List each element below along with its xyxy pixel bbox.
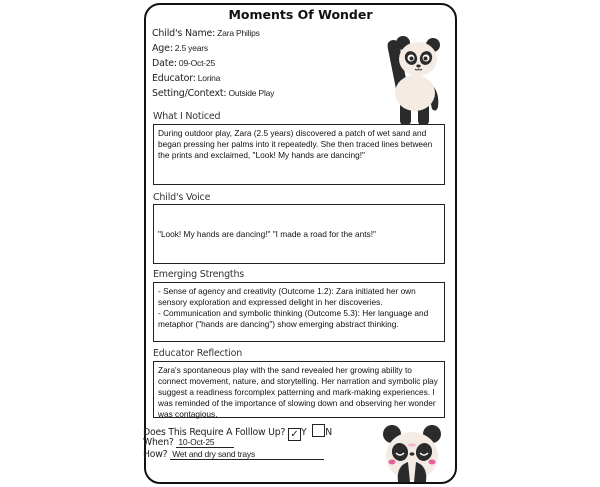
setting-field: Setting/Context: Outside Play [152, 88, 275, 99]
section-label-what-i-noticed: What I Noticed [153, 111, 221, 122]
educator-value: Lorina [197, 73, 221, 83]
waving-panda-icon [378, 31, 448, 125]
when-value[interactable]: 10-Oct-25 [176, 437, 234, 448]
childs-voice-box[interactable] [153, 204, 445, 264]
section-label-childs-voice: Child's Voice [153, 192, 211, 203]
section-label-educator-reflection: Educator Reflection [153, 348, 243, 359]
follow-up-no-checkbox[interactable] [312, 424, 325, 437]
educator-field: Educator: Lorina [152, 73, 221, 84]
how-row [143, 449, 324, 460]
follow-up-question: Does This Require A Folllow Up? [143, 427, 286, 438]
setting-value: Outside Play [228, 88, 275, 98]
date-value: 09-Oct-25 [178, 58, 215, 68]
what-i-noticed-box[interactable] [153, 124, 445, 185]
strength-item: - Sense of agency and creativity (Outcome 1.2): Zara initiated her own sensory exploration and expressed delight in her discoveries. [158, 286, 416, 307]
age-field: Age: 2.5 years [152, 43, 208, 54]
how-value[interactable]: Wet and dry sand trays [170, 449, 324, 460]
age-value: 2.5 years [174, 43, 208, 53]
educator-reflection-box[interactable] [153, 361, 445, 418]
follow-up-yes-checkbox[interactable]: ✓ [288, 428, 301, 441]
educator-reflection-text: Zara's spontaneous play with the sand revealed her growing ability to connect movement, nature, and storytelling. Her narration and symbolic play suggest a readiness forcomplex patterning and mark-making experiences. I was reminded of the importance of slowing down and observing her wonder was contagious. [158, 365, 438, 419]
child-name-field: Child's Name: Zara Philips [152, 28, 260, 39]
page-title: Moments Of Wonder [228, 7, 373, 22]
strength-item: - Communication and symbolic thinking (Outcome 5.3): Her language and metaphor ("hands are dancing") show emerging abstract thinking. [158, 308, 429, 329]
when-label: When? [143, 437, 174, 448]
when-row [143, 437, 234, 448]
how-label: How? [143, 449, 168, 460]
shy-panda-icon [380, 424, 444, 482]
no-label: N [325, 427, 332, 438]
child-name-value: Zara Philips [217, 28, 260, 38]
childs-voice-text: "Look! My hands are dancing!" "I made a road for the ants!" [158, 228, 376, 239]
date-field: Date: 09-Oct-25 [152, 58, 215, 69]
observation-card [144, 3, 457, 484]
section-label-emerging-strengths: Emerging Strengths [153, 269, 245, 280]
emerging-strengths-box[interactable] [153, 282, 445, 342]
yes-label: Y [300, 427, 307, 438]
what-i-noticed-text: During outdoor play, Zara (2.5 years) discovered a patch of wet sand and began pressing her palms into it repeatedly. She then traced lines between the prints and exclaimed, "Look! My hands are dancing!" [158, 128, 433, 160]
